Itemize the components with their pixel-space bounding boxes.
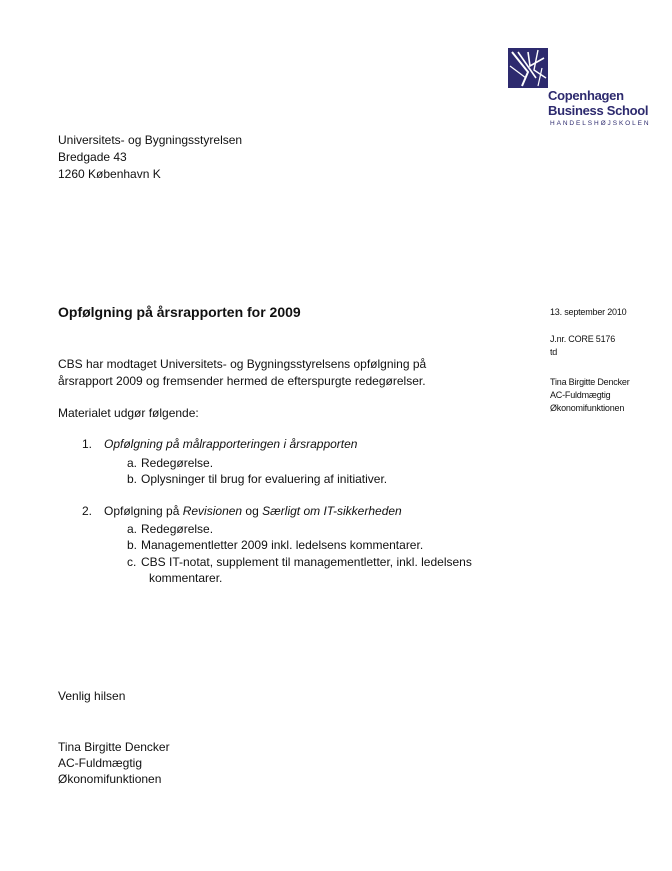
signature-name: Tina Birgitte Dencker <box>58 740 170 754</box>
logo-text-line1: Copenhagen <box>548 88 624 103</box>
intro-line-1: CBS har modtaget Universitets- og Bygningsstyrelsens opfølgning på <box>58 357 427 371</box>
logo-text-line2: Business School <box>548 103 649 118</box>
item-2a-letter: a. <box>127 522 138 536</box>
item-1a-text: Redegørelse. <box>141 456 214 470</box>
cbs-logo-mark-icon <box>508 48 548 88</box>
signature-dept: Økonomifunktionen <box>58 772 162 786</box>
letter-subject: Opfølgning på årsrapporten for 2009 <box>58 304 301 320</box>
item-2-text-b: Revisionen <box>182 504 243 518</box>
item-1-text: Opfølgning på målrapporteringen i årsrapporten <box>104 437 358 451</box>
item-2-text-a: Opfølgning på <box>104 504 183 518</box>
item-1-number: 1. <box>82 437 93 451</box>
item-1a-letter: a. <box>127 456 138 470</box>
intro-line-2: årsrapport 2009 og fremsender hermed de efterspurgte redegørelser. <box>58 374 426 388</box>
item-1b-text: Oplysninger til brug for evaluering af initiativer. <box>141 472 388 486</box>
item-2c-text: CBS IT-notat, supplement til managementletter, inkl. ledelsens <box>141 555 472 569</box>
recipient-name: Universitets- og Bygningsstyrelsen <box>58 133 243 147</box>
meta-sender-name: Tina Birgitte Dencker <box>550 377 630 387</box>
item-2-number: 2. <box>82 504 93 518</box>
materials-label: Materialet udgør følgende: <box>58 406 199 420</box>
item-2b-letter: b. <box>127 538 138 552</box>
item-2b-text: Managementletter 2009 inkl. ledelsens kommentarer. <box>141 538 424 552</box>
meta-sender-title: AC-Fuldmægtig <box>550 390 611 400</box>
recipient-city: 1260 København K <box>58 167 161 181</box>
journal-number: J.nr. CORE 5176 <box>550 334 616 344</box>
signature-title: AC-Fuldmægtig <box>58 756 143 770</box>
item-1b-letter: b. <box>127 472 138 486</box>
cbs-logo <box>508 48 660 134</box>
recipient-street: Bredgade 43 <box>58 150 127 164</box>
item-2c-continuation: kommentarer. <box>149 571 223 585</box>
logo-subtext: HANDELSHØJSKOLEN <box>550 120 651 127</box>
item-2c-letter: c. <box>127 555 137 569</box>
initials: td <box>550 347 558 357</box>
meta-sender-dept: Økonomifunktionen <box>550 403 625 413</box>
closing-greeting: Venlig hilsen <box>58 689 126 703</box>
item-2-text-d: Særligt om IT-sikkerheden <box>262 504 402 518</box>
item-2a-text: Redegørelse. <box>141 522 214 536</box>
letter-date: 13. september 2010 <box>550 307 627 317</box>
item-2-text <box>104 504 402 518</box>
item-2-text-c: og <box>242 504 263 518</box>
